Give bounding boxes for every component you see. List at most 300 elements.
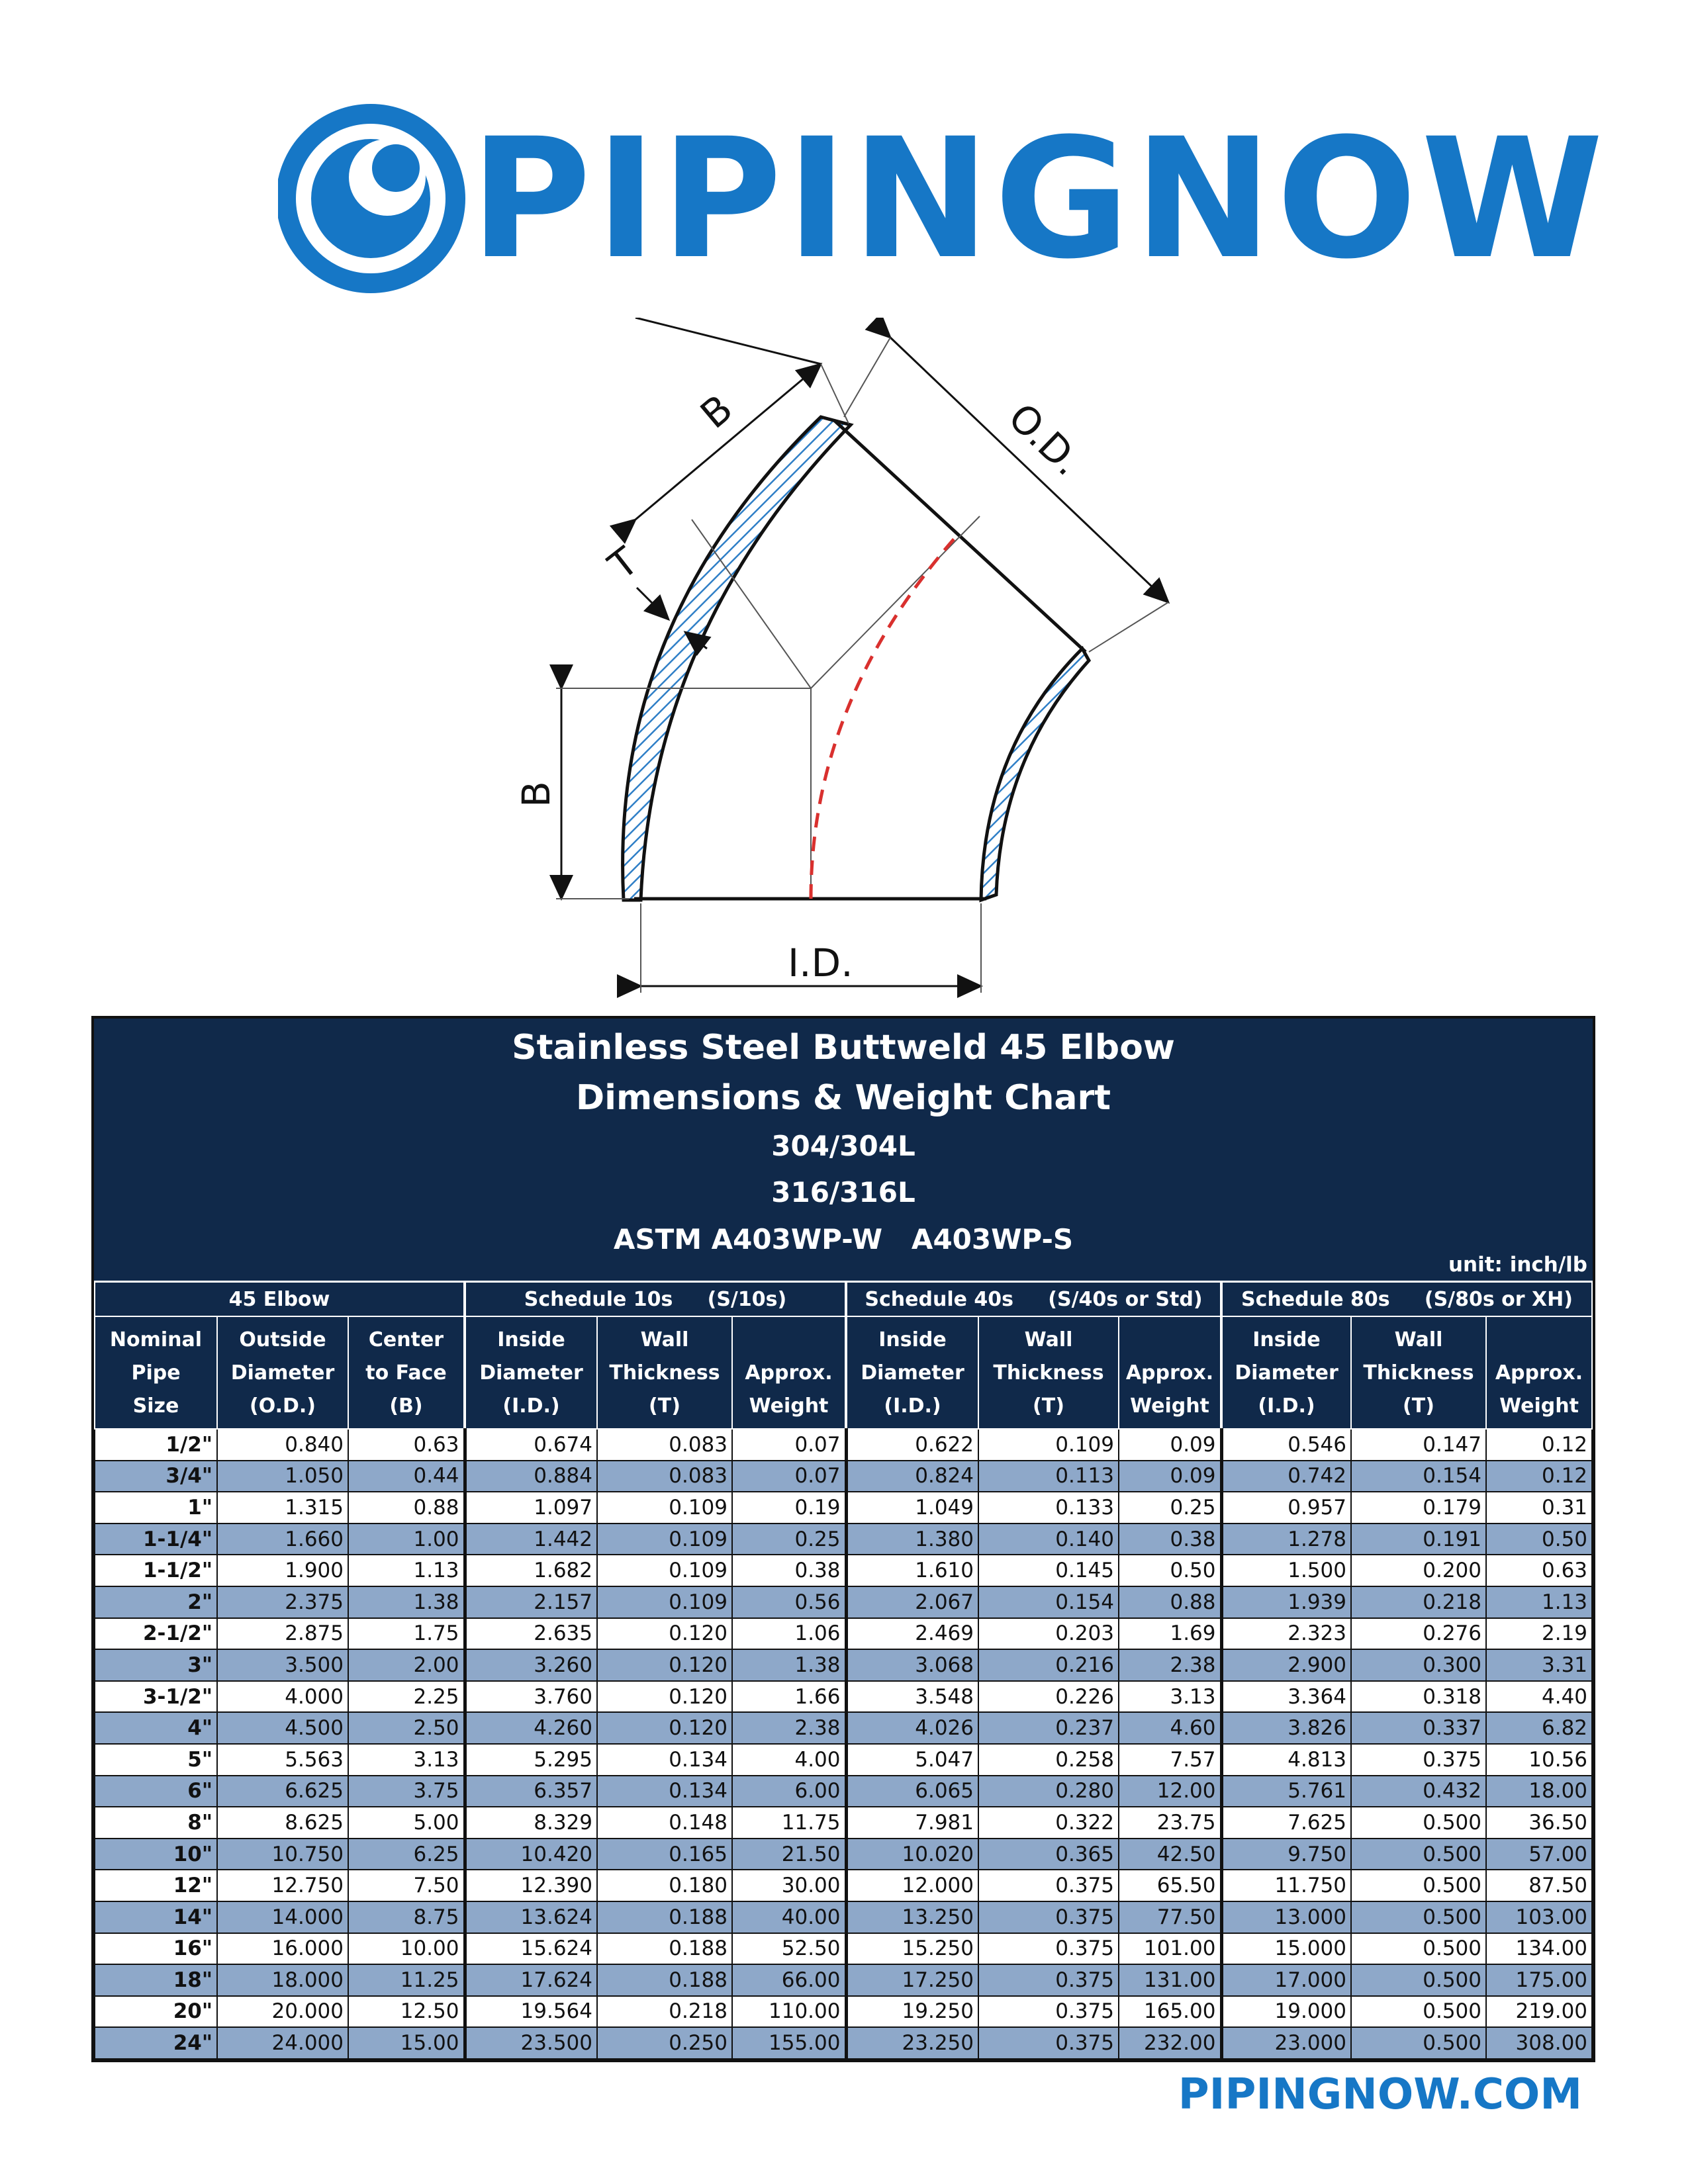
table-cell: 2.00: [348, 1649, 465, 1681]
table-cell: 0.188: [597, 1933, 732, 1965]
label-b-top: B: [692, 386, 741, 437]
table-cell: 1.38: [732, 1649, 846, 1681]
website-url[interactable]: PIPINGNOW.COM: [1178, 2070, 1582, 2119]
table-cell: 23.75: [1119, 1807, 1221, 1839]
table-cell: 0.19: [732, 1492, 846, 1524]
grade-316: 316/316L: [771, 1176, 915, 1208]
table-cell: 10.00: [348, 1933, 465, 1965]
table-cell: 66.00: [732, 1964, 846, 1996]
pipe-size-cell: 14": [95, 1901, 217, 1933]
table-cell: 0.500: [1351, 1964, 1486, 1996]
column-header-line: Inside: [497, 1328, 565, 1351]
table-cell: 0.432: [1351, 1776, 1486, 1807]
table-cell: 2.38: [1119, 1649, 1221, 1681]
column-header-line: Inside: [878, 1328, 947, 1351]
table-cell: 19.564: [465, 1996, 597, 2028]
table-cell: 0.884: [465, 1461, 597, 1492]
table-cell: 3.75: [348, 1776, 465, 1807]
table-cell: 0.109: [597, 1524, 732, 1555]
table-cell: 0.500: [1351, 1933, 1486, 1965]
table-cell: 0.280: [978, 1776, 1119, 1807]
table-cell: 2.323: [1221, 1618, 1351, 1650]
table-cell: 0.318: [1351, 1681, 1486, 1713]
table-cell: 4.260: [465, 1712, 597, 1744]
table-row: [95, 1712, 1592, 1744]
table-cell: 36.50: [1486, 1807, 1592, 1839]
table-cell: 11.25: [348, 1964, 465, 1996]
table-cell: 24.000: [217, 2027, 348, 2059]
logo-mark-icon: [278, 99, 470, 298]
column-header: [846, 1316, 978, 1429]
table-cell: 23.250: [846, 2027, 978, 2059]
label-t: T: [600, 538, 647, 589]
column-header-line: Wall: [640, 1328, 689, 1351]
column-header-line: (T): [1033, 1394, 1064, 1418]
table-cell: 23.000: [1221, 2027, 1351, 2059]
table-cell: 17.000: [1221, 1964, 1351, 1996]
table-cell: 18.00: [1486, 1776, 1592, 1807]
pipe-size-cell: 24": [95, 2027, 217, 2059]
table-cell: 15.000: [1221, 1933, 1351, 1965]
label-b-left: B: [514, 781, 559, 807]
table-cell: 0.500: [1351, 2027, 1486, 2059]
column-header-line: Nominal: [109, 1328, 203, 1351]
elbow-diagram: [463, 318, 1192, 1013]
table-cell: 8.329: [465, 1807, 597, 1839]
table-cell: 0.50: [1486, 1524, 1592, 1555]
table-cell: 1.610: [846, 1555, 978, 1586]
table-row: [95, 1933, 1592, 1965]
table-cell: 3.548: [846, 1681, 978, 1713]
table-cell: 4.000: [217, 1681, 348, 1713]
column-header-line: Approx.: [745, 1361, 833, 1385]
table-cell: 3.13: [1119, 1681, 1221, 1713]
table-cell: 42.50: [1119, 1839, 1221, 1870]
table-cell: 1.66: [732, 1681, 846, 1713]
table-cell: 0.250: [597, 2027, 732, 2059]
pipe-size-cell: 18": [95, 1964, 217, 1996]
table-cell: 1.442: [465, 1524, 597, 1555]
column-header-line: Inside: [1252, 1328, 1321, 1351]
table-cell: 3.260: [465, 1649, 597, 1681]
table-row: [95, 1492, 1592, 1524]
table-cell: 0.12: [1486, 1429, 1592, 1461]
column-header: [1221, 1316, 1351, 1429]
pipe-size-cell: 4": [95, 1712, 217, 1744]
column-header-line: (B): [389, 1394, 423, 1418]
table-cell: 12.750: [217, 1870, 348, 1901]
table-cell: 2.900: [1221, 1649, 1351, 1681]
dimensions-weight-chart: [91, 1016, 1595, 2062]
table-cell: 0.216: [978, 1649, 1119, 1681]
table-cell: 219.00: [1486, 1996, 1592, 2028]
column-header-line: (I.D.): [884, 1394, 941, 1418]
table-cell: 131.00: [1119, 1964, 1221, 1996]
table-cell: 0.840: [217, 1429, 348, 1461]
table-cell: 0.07: [732, 1429, 846, 1461]
table-row: [95, 1524, 1592, 1555]
column-header-line: [1119, 1324, 1220, 1357]
column-header-line: [1487, 1324, 1591, 1357]
table-cell: 0.88: [348, 1492, 465, 1524]
table-row: [95, 1681, 1592, 1713]
column-header: [348, 1316, 465, 1429]
table-cell: 0.375: [1351, 1744, 1486, 1776]
table-cell: 0.154: [978, 1586, 1119, 1618]
column-header-line: Approx.: [1125, 1361, 1214, 1385]
table-cell: 2.19: [1486, 1618, 1592, 1650]
table-cell: 5.295: [465, 1744, 597, 1776]
pipe-size-cell: 20": [95, 1996, 217, 2028]
table-cell: 10.56: [1486, 1744, 1592, 1776]
table-cell: 0.237: [978, 1712, 1119, 1744]
column-header: [217, 1316, 348, 1429]
table-body: [95, 1429, 1592, 2059]
table-cell: 0.276: [1351, 1618, 1486, 1650]
column-header-line: (O.D.): [250, 1394, 316, 1418]
column-header-line: Diameter: [479, 1361, 583, 1385]
table-cell: 1.939: [1221, 1586, 1351, 1618]
table-cell: 2.375: [217, 1586, 348, 1618]
column-header: [465, 1316, 597, 1429]
table-cell: 7.50: [348, 1870, 465, 1901]
table-cell: 0.109: [978, 1429, 1119, 1461]
table-cell: 0.083: [597, 1429, 732, 1461]
table-cell: 155.00: [732, 2027, 846, 2059]
table-cell: 0.63: [348, 1429, 465, 1461]
column-header-line: Wall: [1024, 1328, 1073, 1351]
table-row: [95, 1744, 1592, 1776]
table-cell: 2.25: [348, 1681, 465, 1713]
table-cell: 19.250: [846, 1996, 978, 2028]
table-cell: 0.120: [597, 1649, 732, 1681]
table-cell: 1.00: [348, 1524, 465, 1555]
table-cell: 3.364: [1221, 1681, 1351, 1713]
table-cell: 4.00: [732, 1744, 846, 1776]
grade-304: 304/304L: [771, 1130, 915, 1162]
table-cell: 165.00: [1119, 1996, 1221, 2028]
table-cell: 0.200: [1351, 1555, 1486, 1586]
table-cell: 0.31: [1486, 1492, 1592, 1524]
table-cell: 103.00: [1486, 1901, 1592, 1933]
table-cell: 0.25: [1119, 1492, 1221, 1524]
table-cell: 52.50: [732, 1933, 846, 1965]
table-cell: 2.469: [846, 1618, 978, 1650]
pipe-size-cell: 2": [95, 1586, 217, 1618]
table-cell: 101.00: [1119, 1933, 1221, 1965]
table-cell: 0.148: [597, 1807, 732, 1839]
table-cell: 0.120: [597, 1618, 732, 1650]
table-cell: 17.250: [846, 1964, 978, 1996]
table-cell: 0.63: [1486, 1555, 1592, 1586]
table-row: [95, 1618, 1592, 1650]
table-cell: 0.218: [1351, 1586, 1486, 1618]
table-cell: 1.38: [348, 1586, 465, 1618]
table-cell: 0.07: [732, 1461, 846, 1492]
chart-header: [94, 1019, 1593, 1281]
table-cell: 11.75: [732, 1807, 846, 1839]
table-cell: 0.191: [1351, 1524, 1486, 1555]
table-cell: 57.00: [1486, 1839, 1592, 1870]
table-row: [95, 1586, 1592, 1618]
table-cell: 4.500: [217, 1712, 348, 1744]
table-cell: 0.25: [732, 1524, 846, 1555]
table-cell: 87.50: [1486, 1870, 1592, 1901]
table-row: [95, 1901, 1592, 1933]
table-cell: 10.020: [846, 1839, 978, 1870]
column-header-line: [733, 1324, 845, 1357]
column-header-line: Thickness: [993, 1361, 1104, 1385]
table-cell: 110.00: [732, 1996, 846, 2028]
table-cell: 0.109: [597, 1555, 732, 1586]
table-cell: 15.00: [348, 2027, 465, 2059]
group-45-elbow: 45 Elbow: [95, 1282, 465, 1317]
table-cell: 0.742: [1221, 1461, 1351, 1492]
column-header-line: (T): [1403, 1394, 1434, 1418]
table-cell: 0.375: [978, 1996, 1119, 2028]
table-row: [95, 1429, 1592, 1461]
table-cell: 0.38: [1119, 1524, 1221, 1555]
table-cell: 0.226: [978, 1681, 1119, 1713]
table-cell: 0.165: [597, 1839, 732, 1870]
table-cell: 0.375: [978, 1933, 1119, 1965]
column-headers: [95, 1316, 1592, 1429]
label-od: O.D.: [1000, 394, 1091, 484]
table-cell: 11.750: [1221, 1870, 1351, 1901]
pipe-size-cell: 8": [95, 1807, 217, 1839]
table-cell: 5.00: [348, 1807, 465, 1839]
table-cell: 13.624: [465, 1901, 597, 1933]
table-cell: 2.157: [465, 1586, 597, 1618]
table-cell: 0.500: [1351, 1870, 1486, 1901]
table-cell: 0.56: [732, 1586, 846, 1618]
chart-title: Stainless Steel Buttweld 45 Elbow: [512, 1028, 1175, 1068]
table-cell: 0.500: [1351, 1996, 1486, 2028]
table-cell: 1.660: [217, 1524, 348, 1555]
table-cell: 1.682: [465, 1555, 597, 1586]
column-header-line: Diameter: [1235, 1361, 1338, 1385]
table-cell: 0.109: [597, 1586, 732, 1618]
column-header: [1351, 1316, 1486, 1429]
column-header: [978, 1316, 1119, 1429]
table-cell: 0.365: [978, 1839, 1119, 1870]
table-cell: 3.31: [1486, 1649, 1592, 1681]
column-header-line: Size: [132, 1394, 179, 1418]
column-header-line: (I.D.): [1258, 1394, 1315, 1418]
table-cell: 2.38: [732, 1712, 846, 1744]
chart-subtitle: Dimensions & Weight Chart: [575, 1078, 1111, 1118]
table-cell: 8.625: [217, 1807, 348, 1839]
table-cell: 10.420: [465, 1839, 597, 1870]
table-cell: 10.750: [217, 1839, 348, 1870]
table-cell: 0.113: [978, 1461, 1119, 1492]
table-cell: 5.563: [217, 1744, 348, 1776]
column-header: [597, 1316, 732, 1429]
table-cell: 0.134: [597, 1744, 732, 1776]
table-cell: 0.120: [597, 1681, 732, 1713]
table-cell: 20.000: [217, 1996, 348, 2028]
table-cell: 0.203: [978, 1618, 1119, 1650]
table-cell: 8.75: [348, 1901, 465, 1933]
table-cell: 12.390: [465, 1870, 597, 1901]
column-header-line: Approx.: [1495, 1361, 1583, 1385]
table-cell: 15.250: [846, 1933, 978, 1965]
table-cell: 16.000: [217, 1933, 348, 1965]
table-cell: 3.760: [465, 1681, 597, 1713]
table-cell: 1.13: [348, 1555, 465, 1586]
table-row: [95, 1870, 1592, 1901]
table-cell: 0.500: [1351, 1839, 1486, 1870]
table-cell: 0.083: [597, 1461, 732, 1492]
table-cell: 3.068: [846, 1649, 978, 1681]
table-row: [95, 1555, 1592, 1586]
table-cell: 4.813: [1221, 1744, 1351, 1776]
table-cell: 3.13: [348, 1744, 465, 1776]
table-cell: 0.133: [978, 1492, 1119, 1524]
table-cell: 3.500: [217, 1649, 348, 1681]
table-cell: 0.188: [597, 1901, 732, 1933]
pipe-size-cell: 3/4": [95, 1461, 217, 1492]
table-cell: 0.179: [1351, 1492, 1486, 1524]
table-cell: 2.067: [846, 1586, 978, 1618]
table-cell: 1.75: [348, 1618, 465, 1650]
pipe-size-cell: 5": [95, 1744, 217, 1776]
table-cell: 0.109: [597, 1492, 732, 1524]
table-cell: 0.09: [1119, 1461, 1221, 1492]
table-cell: 0.180: [597, 1870, 732, 1901]
elbow-table: [94, 1281, 1593, 2060]
pipe-size-cell: 10": [95, 1839, 217, 1870]
table-cell: 0.147: [1351, 1429, 1486, 1461]
table-cell: 0.622: [846, 1429, 978, 1461]
column-header-line: Outside: [239, 1328, 326, 1351]
table-cell: 1.69: [1119, 1618, 1221, 1650]
label-id: I.D.: [788, 940, 853, 985]
table-cell: 2.635: [465, 1618, 597, 1650]
table-cell: 1.500: [1221, 1555, 1351, 1586]
column-header-line: Weight: [1130, 1394, 1209, 1418]
column-header-line: (I.D.): [502, 1394, 560, 1418]
table-cell: 5.047: [846, 1744, 978, 1776]
column-header-line: Pipe: [131, 1361, 181, 1385]
table-cell: 0.546: [1221, 1429, 1351, 1461]
table-cell: 0.258: [978, 1744, 1119, 1776]
pipe-size-cell: 1-1/4": [95, 1524, 217, 1555]
astm-spec: ASTM A403WP-W A403WP-S: [613, 1223, 1074, 1255]
table-row: [95, 1776, 1592, 1807]
table-cell: 1.315: [217, 1492, 348, 1524]
table-row: [95, 1807, 1592, 1839]
table-cell: 0.375: [978, 1964, 1119, 1996]
column-header-line: Weight: [749, 1394, 829, 1418]
table-row: [95, 1996, 1592, 2028]
table-cell: 15.624: [465, 1933, 597, 1965]
table-cell: 232.00: [1119, 2027, 1221, 2059]
column-header-line: Diameter: [230, 1361, 335, 1385]
column-header-line: Diameter: [861, 1361, 964, 1385]
pipe-size-cell: 6": [95, 1776, 217, 1807]
pipe-size-cell: 12": [95, 1870, 217, 1901]
brand-logo: [278, 99, 1608, 298]
table-cell: 308.00: [1486, 2027, 1592, 2059]
table-cell: 3.826: [1221, 1712, 1351, 1744]
table-cell: 12.00: [1119, 1776, 1221, 1807]
table-row: [95, 1461, 1592, 1492]
pipe-size-cell: 1/2": [95, 1429, 217, 1461]
table-cell: 12.000: [846, 1870, 978, 1901]
table-cell: 2.875: [217, 1618, 348, 1650]
table-cell: 0.500: [1351, 1807, 1486, 1839]
table-cell: 6.625: [217, 1776, 348, 1807]
table-cell: 0.154: [1351, 1461, 1486, 1492]
column-header-line: to Face: [365, 1361, 447, 1385]
table-cell: 9.750: [1221, 1839, 1351, 1870]
table-cell: 13.000: [1221, 1901, 1351, 1933]
table-cell: 0.50: [1119, 1555, 1221, 1586]
group-schedule-40s: Schedule 40s (S/40s or Std): [846, 1282, 1221, 1317]
table-cell: 1.049: [846, 1492, 978, 1524]
table-cell: 1.06: [732, 1618, 846, 1650]
group-schedule-80s: Schedule 80s (S/80s or XH): [1221, 1282, 1592, 1317]
table-cell: 0.337: [1351, 1712, 1486, 1744]
table-cell: 2.50: [348, 1712, 465, 1744]
table-cell: 0.120: [597, 1712, 732, 1744]
column-header-line: Center: [368, 1328, 444, 1351]
pipe-size-cell: 3": [95, 1649, 217, 1681]
table-cell: 0.500: [1351, 1901, 1486, 1933]
table-cell: 0.140: [978, 1524, 1119, 1555]
table-cell: 40.00: [732, 1901, 846, 1933]
table-cell: 0.12: [1486, 1461, 1592, 1492]
table-cell: 77.50: [1119, 1901, 1221, 1933]
table-cell: 14.000: [217, 1901, 348, 1933]
pipe-size-cell: 1": [95, 1492, 217, 1524]
column-header: [1486, 1316, 1592, 1429]
table-cell: 4.60: [1119, 1712, 1221, 1744]
table-cell: 19.000: [1221, 1996, 1351, 2028]
table-cell: 1.097: [465, 1492, 597, 1524]
pipe-size-cell: 1-1/2": [95, 1555, 217, 1586]
table-cell: 6.357: [465, 1776, 597, 1807]
table-cell: 175.00: [1486, 1964, 1592, 1996]
table-cell: 0.322: [978, 1807, 1119, 1839]
table-cell: 6.25: [348, 1839, 465, 1870]
column-header-line: (T): [649, 1394, 680, 1418]
table-cell: 0.38: [732, 1555, 846, 1586]
table-cell: 13.250: [846, 1901, 978, 1933]
table-cell: 23.500: [465, 2027, 597, 2059]
table-cell: 1.050: [217, 1461, 348, 1492]
table-cell: 0.44: [348, 1461, 465, 1492]
column-header-line: Thickness: [1363, 1361, 1474, 1385]
table-cell: 6.065: [846, 1776, 978, 1807]
table-cell: 0.674: [465, 1429, 597, 1461]
table-row: [95, 1964, 1592, 1996]
column-header: [1119, 1316, 1221, 1429]
table-cell: 5.761: [1221, 1776, 1351, 1807]
table-cell: 0.824: [846, 1461, 978, 1492]
table-cell: 21.50: [732, 1839, 846, 1870]
table-cell: 0.09: [1119, 1429, 1221, 1461]
table-row: [95, 1649, 1592, 1681]
table-cell: 4.026: [846, 1712, 978, 1744]
table-cell: 0.188: [597, 1964, 732, 1996]
column-header-line: Wall: [1394, 1328, 1443, 1351]
unit-label: unit: inch/lb: [1448, 1253, 1587, 1277]
table-cell: 0.375: [978, 1870, 1119, 1901]
pipe-size-cell: 2-1/2": [95, 1618, 217, 1650]
table-cell: 7.981: [846, 1807, 978, 1839]
